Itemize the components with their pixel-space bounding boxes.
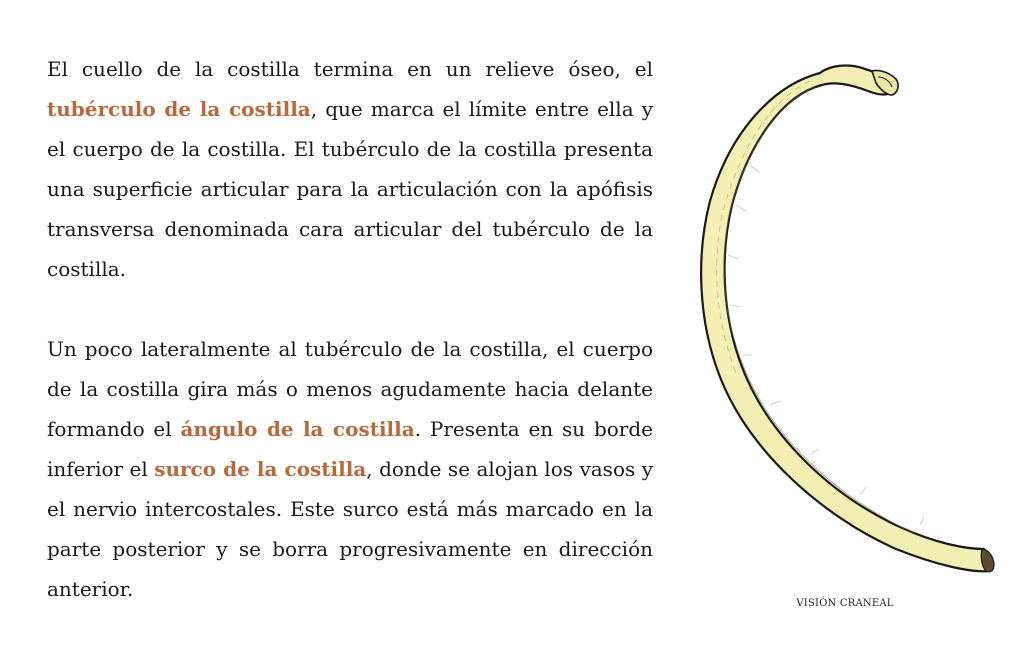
term-surco-de-la-costilla: surco de la costilla xyxy=(154,457,367,481)
figure-caption: VISIÓN CRANEAL xyxy=(796,598,894,609)
rib-body xyxy=(701,66,990,572)
paragraph-angulo xyxy=(47,329,653,609)
term-angulo-de-la-costilla: ángulo de la costilla xyxy=(180,417,415,441)
rib-svg xyxy=(690,55,1010,595)
paragraph-text: El cuello de la costilla termina en un relieve óseo, el xyxy=(47,57,653,81)
paragraph-text: Un poco lateralmente al tubérculo de la costilla, el cuerpo de la costilla gira más o menos agudamente hacia delante formando el xyxy=(47,337,653,441)
rib-hatching xyxy=(728,165,924,525)
rib-illustration xyxy=(690,55,1010,595)
text-column xyxy=(47,49,653,609)
paragraph-text: , que marca el límite entre ella y el cuerpo de la costilla. El tubérculo de la costilla presenta una superficie articular para la articulación con la apófisis transversa denominada cara articular del tubérculo de la costilla. xyxy=(47,97,654,281)
paragraph-text: . Presenta en su borde inferior el xyxy=(47,417,653,481)
term-tuberculo-de-la-costilla: tubérculo de la costilla xyxy=(47,97,311,121)
paragraph-tuberculo xyxy=(47,49,653,289)
rib-groove-line xyxy=(724,85,914,533)
paragraph-text: , donde se alojan los vasos y el nervio intercostales. Este surco está más marcado en la parte posterior y se borra progresivamente en dirección anterior. xyxy=(47,457,653,601)
